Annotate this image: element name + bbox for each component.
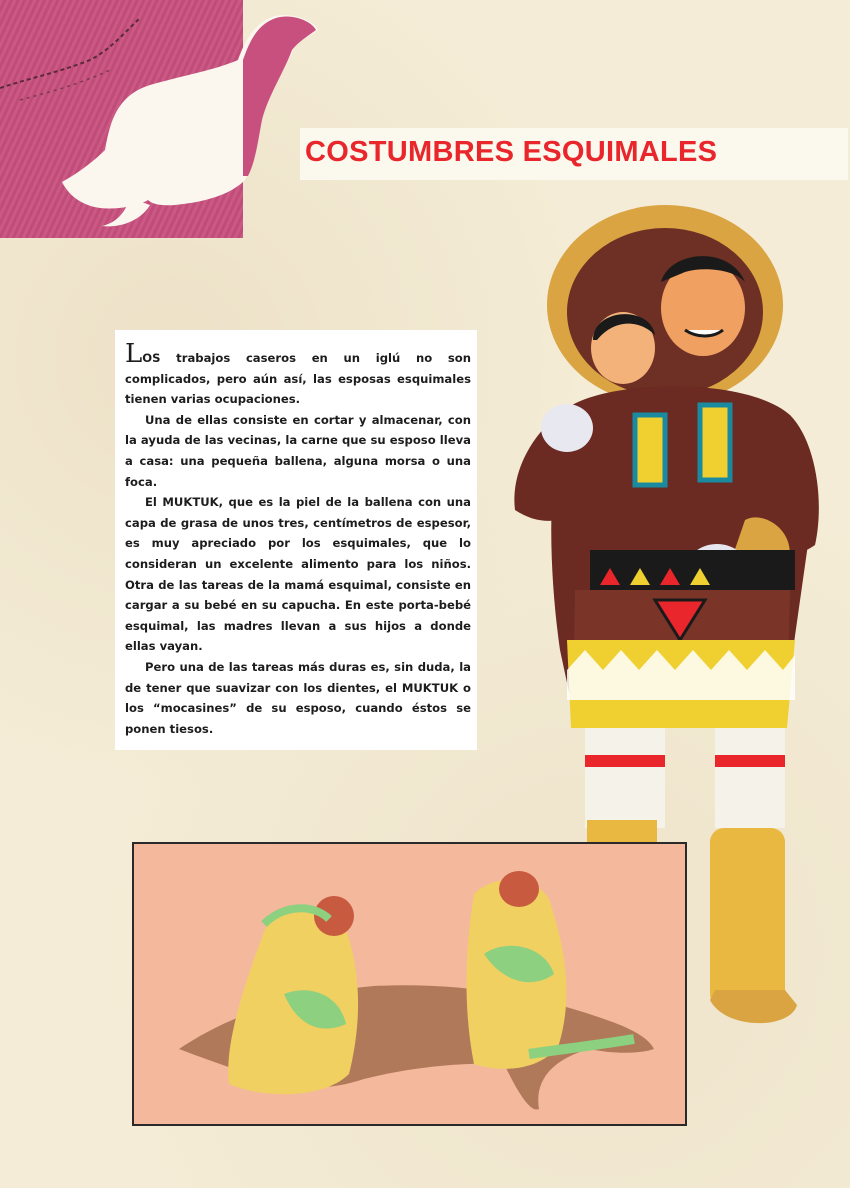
paragraph-3: El MUKTUK, que es la piel de la ballena con una capa de grasa de unos tres, centímetros de espesor, es muy apreciado por los esquimales, que lo consideran un excelente alimento para los niños. Otra de las tareas de la mamá esquimal, consiste en cargar a su bebé en su capucha. En este porta-bebé esquimal, las madres llevan a sus hijos a donde ellas vayan. [125, 495, 471, 654]
paragraph-4: Pero una de las tareas más duras es, sin duda, la de tener que suavizar con los dientes, el MUKTUK o los “mocasines” de su esposo, cuando éstos se ponen tiesos. [125, 659, 471, 736]
drop-cap: L [125, 339, 143, 369]
women-cutting-seal-illustration [132, 842, 687, 1126]
paragraph-1-text: OS trabajos caseros en un iglú no son complicados, pero aún así, las esposas esquimales tienen varias ocupaciones. [125, 351, 471, 407]
paragraph-2: Una de ellas consiste en cortar y almacenar, con la ayuda de las vecinas, la carne que su esposo lleva a casa: una pequeña ballena, alguna morsa o una foca. [125, 412, 471, 489]
paragraph-1 [125, 339, 471, 410]
seal-silhouette-icon [0, 0, 330, 240]
article-text-box [115, 330, 477, 750]
page-title: COSTUMBRES ESQUIMALES [305, 136, 718, 168]
scene-drawing [134, 844, 685, 1124]
